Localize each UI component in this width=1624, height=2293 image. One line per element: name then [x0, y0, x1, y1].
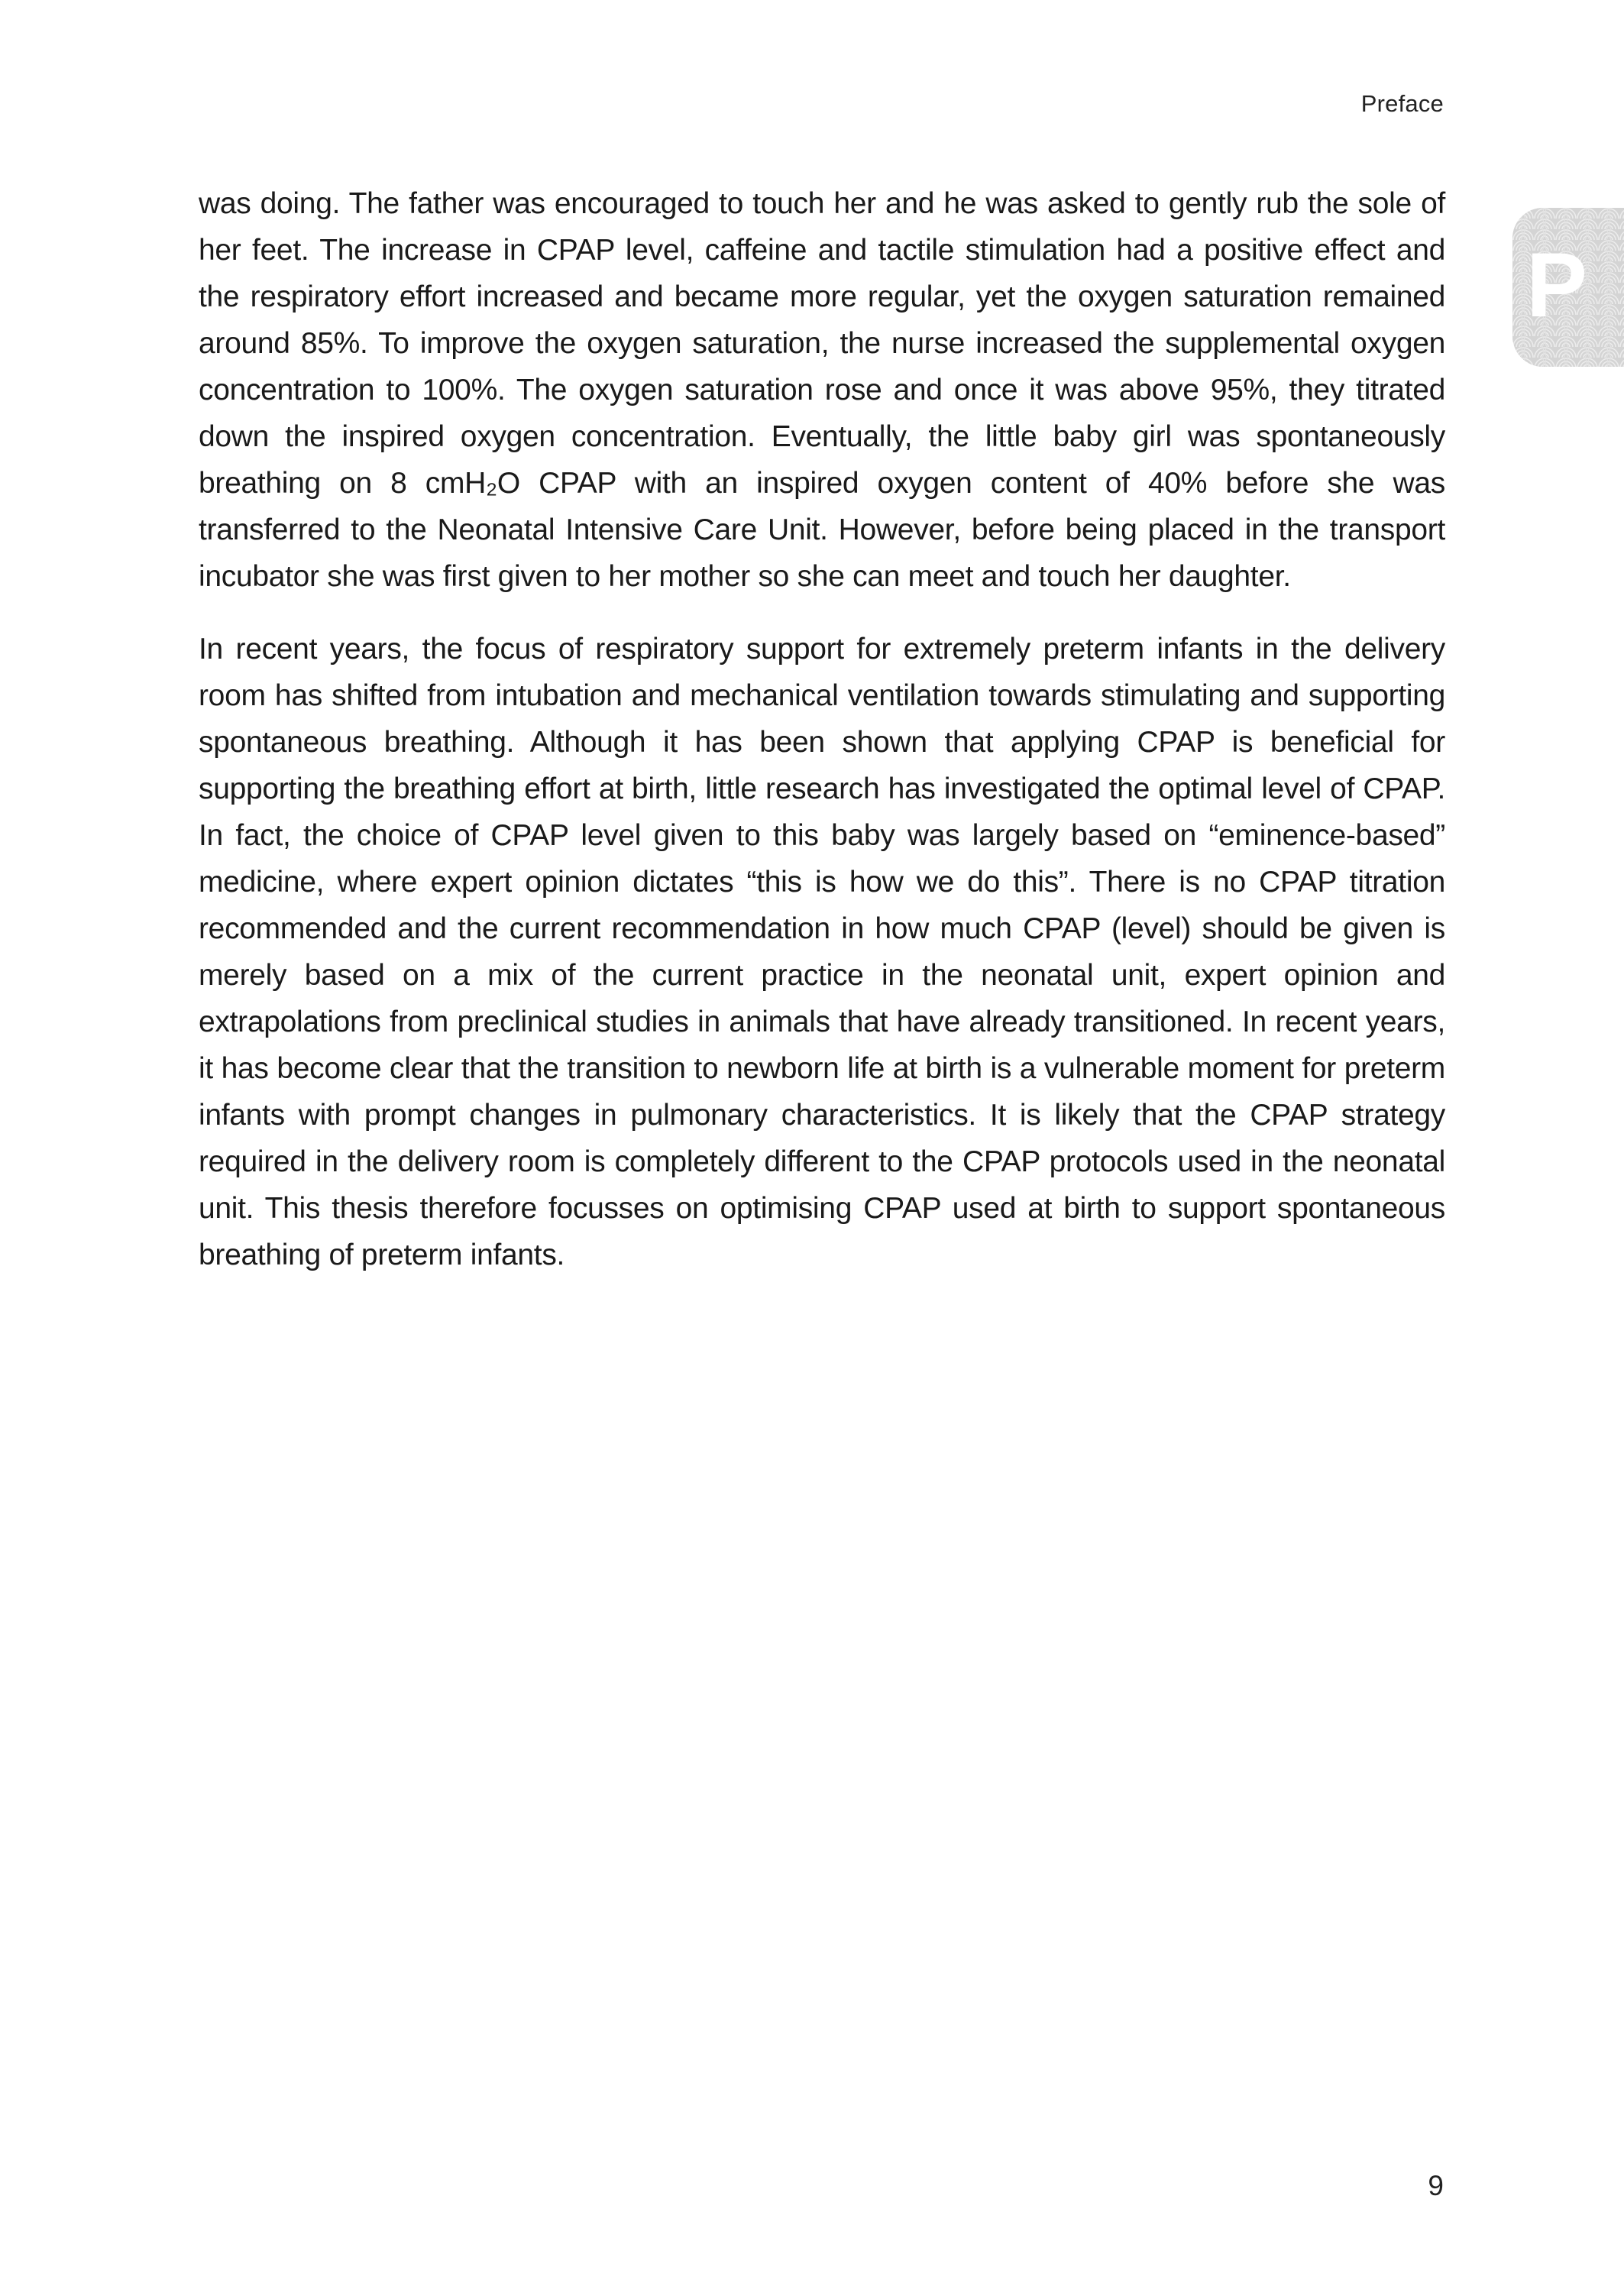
running-header-title: Preface	[1360, 90, 1444, 117]
paragraph-recent-years: In recent years, the focus of respiratory support for extremely preterm infants in the delivery room has shifted from intubation and mechanical ventilation towards stimulating and supporting spontaneous breathing. Although it has been shown that applying CPAP is beneficial for supporting the breathing effort at birth, little research has investigated the optimal level of CPAP. In fact, the choice of CPAP level given to this baby was largely based on “eminence-based” medicine, where expert opinion dictates “this is how we do this”. There is no CPAP titration recommended and the current recommendation in how much CPAP (level) should be given is merely based on a mix of the current practice in the neonatal unit, expert opinion and extrapolations from preclinical studies in animals that have already transitioned. In recent years, it has become clear that the transition to newborn life at birth is a vulnerable moment for preterm infants with prompt changes in pulmonary characteristics. It is likely that the CPAP strategy required in the delivery room is completely different to the CPAP protocols used in the neonatal unit. This thesis therefore focusses on optimising CPAP used at birth to support spontaneous breathing of preterm infants.	[199, 633, 1445, 1271]
page-number: 9	[1428, 2170, 1444, 2201]
body-text	[199, 180, 1445, 1304]
paragraph-continuation: was doing. The father was encouraged to touch her and he was asked to gently rub the sole of her feet. The increase in CPAP level, caffeine and tactile stimulation had a positive effect and the respiratory effort increased and became more regular, yet the oxygen saturation remained around 85%. To improve the oxygen saturation, the nurse increased the supplemental oxygen concentration to 100%. The oxygen saturation rose and once it was above 95%, they titrated down the inspired oxygen concentration. Eventually, the little baby girl was spontaneously breathing on 8 cmH₂O CPAP with an inspired oxygen content of 40% before she was transferred to the Neonatal Intensive Care Unit. However, before being placed in the transport incubator she was first given to her mother so she can meet and touch her daughter.	[199, 187, 1445, 593]
chapter-tab-letter: P	[1525, 234, 1588, 336]
chapter-tab	[1512, 208, 1624, 367]
